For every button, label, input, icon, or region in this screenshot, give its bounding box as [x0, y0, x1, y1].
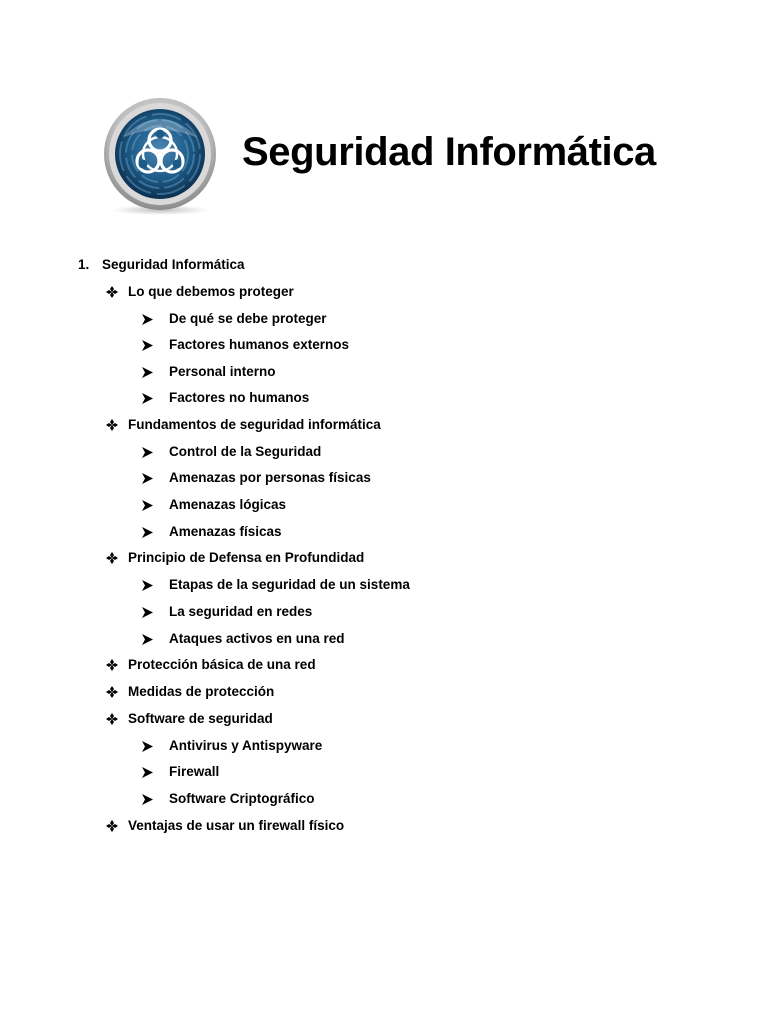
outline-item-label: Seguridad Informática [102, 257, 245, 272]
outline-section [106, 682, 274, 702]
section-label: Ventajas de usar un firewall físico [128, 818, 345, 833]
section-label: Protección básica de una red [128, 657, 316, 672]
outline-subitem [142, 495, 286, 515]
subitem-label: De qué se debe proteger [169, 311, 327, 326]
outline-subitem [142, 335, 349, 355]
list-number: 1. [78, 257, 90, 272]
arrow-bullet-icon [142, 634, 169, 645]
section-label: Fundamentos de seguridad informática [128, 417, 381, 432]
subitem-label: Control de la Seguridad [169, 444, 322, 459]
outline-section [106, 655, 316, 675]
subitem-label: Amenazas lógicas [169, 497, 287, 512]
outline-subitem [142, 575, 410, 595]
diamond-bullet-icon [106, 552, 128, 564]
subitem-label: Antivirus y Antispyware [169, 738, 323, 753]
outline-subitem [142, 629, 345, 649]
arrow-bullet-icon [142, 393, 169, 404]
outline-section [106, 548, 364, 568]
outline-subitem [142, 468, 371, 488]
diamond-bullet-icon [106, 419, 128, 431]
section-label: Principio de Defensa en Profundidad [128, 550, 365, 565]
arrow-bullet-icon [142, 607, 169, 618]
section-label: Medidas de protección [128, 684, 275, 699]
arrow-bullet-icon [142, 794, 169, 805]
diamond-bullet-icon [106, 286, 128, 298]
arrow-bullet-icon [142, 473, 169, 484]
arrow-bullet-icon [142, 367, 169, 378]
subitem-label: Personal interno [169, 364, 276, 379]
outline-subitem [142, 762, 219, 782]
outline-subitem [142, 602, 312, 622]
outline-subitem [142, 362, 276, 382]
outline-section [106, 816, 344, 836]
section-label: Lo que debemos proteger [128, 284, 294, 299]
outline-subitem [142, 789, 315, 809]
section-label: Software de seguridad [128, 711, 273, 726]
diamond-bullet-icon [106, 820, 128, 832]
arrow-bullet-icon [142, 447, 169, 458]
arrow-bullet-icon [142, 741, 169, 752]
outline-section [106, 282, 294, 302]
outline-section [106, 709, 273, 729]
subitem-label: Amenazas por personas físicas [169, 470, 371, 485]
outline-subitem [142, 388, 309, 408]
subitem-label: Firewall [169, 764, 220, 779]
outline-subitem [142, 309, 327, 329]
outline-subitem [142, 522, 282, 542]
subitem-label: La seguridad en redes [169, 604, 313, 619]
biohazard-icon [100, 98, 220, 216]
outline-subitem [142, 736, 322, 756]
outline-section [106, 415, 381, 435]
subitem-label: Factores no humanos [169, 390, 310, 405]
arrow-bullet-icon [142, 767, 169, 778]
document-title: Seguridad Informática [242, 130, 656, 174]
subitem-label: Ataques activos en una red [169, 631, 345, 646]
arrow-bullet-icon [142, 340, 169, 351]
outline-subitem [142, 442, 321, 462]
subitem-label: Etapas de la seguridad de un sistema [169, 577, 410, 592]
outline-item-main [78, 255, 245, 275]
arrow-bullet-icon [142, 314, 169, 325]
diamond-bullet-icon [106, 659, 128, 671]
arrow-bullet-icon [142, 580, 169, 591]
arrow-bullet-icon [142, 527, 169, 538]
arrow-bullet-icon [142, 500, 169, 511]
subitem-label: Factores humanos externos [169, 337, 350, 352]
subitem-label: Amenazas físicas [169, 524, 282, 539]
diamond-bullet-icon [106, 713, 128, 725]
subitem-label: Software Criptográfico [169, 791, 315, 806]
diamond-bullet-icon [106, 686, 128, 698]
